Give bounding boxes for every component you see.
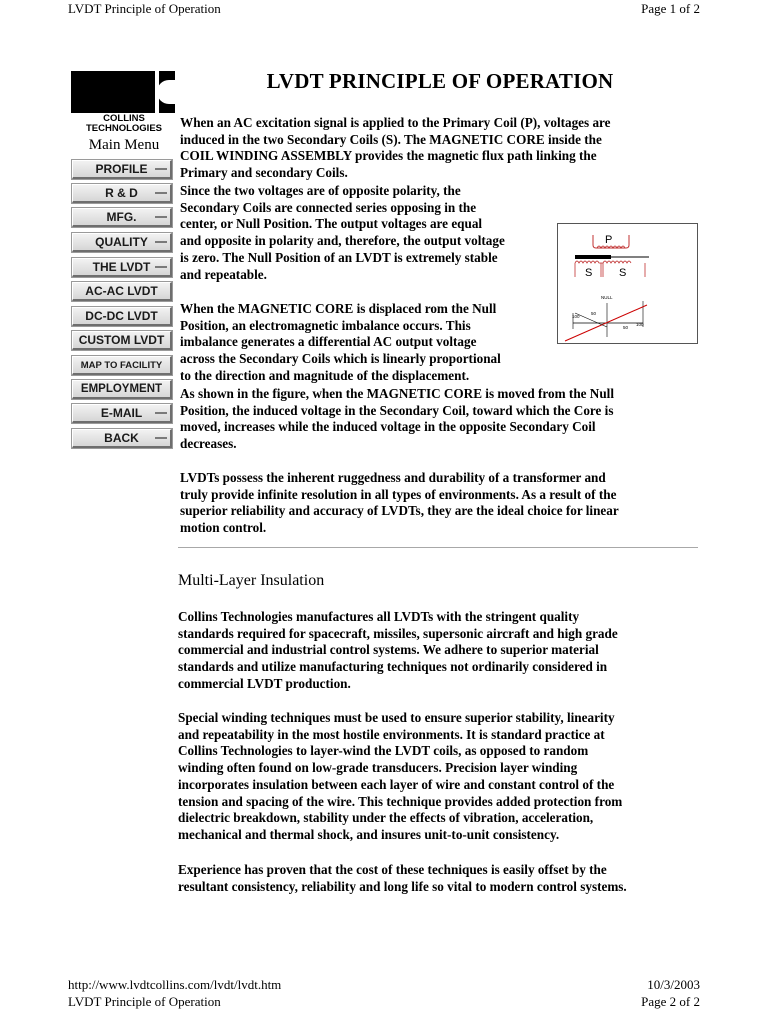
footer-date: 10/3/2003 [647, 977, 700, 992]
menu-arrow-icon [155, 266, 167, 268]
menu-quality-button[interactable] [72, 233, 172, 252]
menu-arrow-icon [155, 216, 167, 218]
menu-arrow-icon [155, 412, 167, 414]
section-heading-multi-layer-insulation: Multi-Layer Insulation [178, 572, 325, 589]
menu-custom-lvdt-label: CUSTOM LVDT [78, 333, 165, 347]
paragraph-experience: Experience has proven that the cost of these techniques is easily offset by the resultant consistency, reliability and long life so vital to modern control systems. [178, 862, 627, 894]
menu-employment-button[interactable] [72, 380, 172, 399]
menu-mfg-label: MFG. [106, 210, 137, 224]
menu-arrow-icon [155, 168, 167, 170]
secondary-coil-label-2: S [619, 267, 627, 279]
menu-dc-dc-lvdt-label: DC-DC LVDT [85, 309, 158, 323]
menu-email-label: E-MAIL [100, 406, 143, 420]
menu-arrow-icon [155, 437, 167, 439]
menu-arrow-icon [155, 192, 167, 194]
menu-back-label: BACK [104, 431, 139, 445]
main-menu-title: Main Menu [88, 137, 160, 153]
collins-logo [71, 71, 175, 113]
print-header-title: LVDT Principle of Operation [68, 1, 221, 16]
paragraph-ruggedness: LVDTs possess the inherent ruggedness and durability of a transformer and truly provide infinite resolution in all types of environments. As a result of the superior reliability and accuracy of LVDTs, they are the ideal choice for linear motion control. [180, 470, 619, 536]
paragraph-displacement: When the MAGNETIC CORE is displaced rom the Null Position, an electromagnetic imbalance occurs. This imbalance generates a differential AC output voltage across the Secondary Coils which is linearly proportional to the direction and magnitude of the displacement. [180, 301, 501, 383]
menu-rd-button[interactable] [72, 184, 172, 203]
logo-text-collins: COLLINS [103, 113, 145, 124]
menu-profile-label: PROFILE [95, 162, 148, 176]
paragraph-intro: When an AC excitation signal is applied to the Primary Coil (P), voltages are induced in the two Secondary Coils (S). The MAGNETIC CORE inside the COIL WINDING ASSEMBLY provides the magnetic flux path linking the Primary and secondary Coils. [180, 115, 611, 181]
print-header-page2: Page 2 of 2 [641, 994, 700, 1009]
footer-url: http://www.lvdtcollins.com/lvdt/lvdt.htm [68, 977, 282, 992]
menu-email-button[interactable] [72, 404, 172, 423]
primary-coil-label: P [605, 234, 613, 246]
menu-map-to-facility-label: MAP TO FACILITY [80, 360, 163, 371]
section-divider [178, 547, 698, 548]
menu-rd-label: R & D [105, 186, 138, 200]
secondary-coil-label-1: S [585, 267, 593, 279]
menu-quality-label: QUALITY [95, 235, 148, 249]
paragraph-figure-explanation: As shown in the figure, when the MAGNETIC CORE is moved from the Null Position, the induced voltage in the Secondary Coil, toward which the Core is moved, increases while the induced voltage in the opposite Secondary Coil decreases. [180, 386, 614, 452]
left-scale-label: 100 [572, 314, 580, 319]
menu-custom-lvdt-button[interactable] [72, 331, 172, 350]
menu-ac-ac-lvdt-button[interactable] [72, 282, 172, 301]
menu-the-lvdt-label: THE LVDT [92, 260, 151, 274]
menu-ac-ac-lvdt-label: AC-AC LVDT [85, 284, 158, 298]
logo-text-technologies: TECHNOLOGIES [85, 123, 162, 134]
menu-arrow-icon [155, 241, 167, 243]
print-header-page: Page 1 of 2 [641, 1, 700, 16]
menu-mfg-button[interactable] [72, 208, 172, 227]
menu-map-to-facility-button[interactable] [72, 356, 172, 375]
menu-employment-label: EMPLOYMENT [80, 383, 163, 395]
print-header-title-page2: LVDT Principle of Operation [68, 994, 221, 1009]
paragraph-winding-techniques: Special winding techniques must be used to ensure superior stability, linearity and repeatability in the most hostile environments. It is standard practice at Collins Technologies to layer-wind the LVDT coils, as opposed to random winding often found on low-grade transducers. Precision layer winding incorporates insulation between each layer of wire and constant control of the tension and spacing of the wire. This technique provides added protection from dielectric breakdown, stability under the effects of vibration, acceleration, mechanical and thermal shock, and insures unit-to-unit consistency. [178, 710, 623, 842]
menu-dc-dc-lvdt-button[interactable] [72, 307, 172, 326]
mid-scale-label: 50 [591, 311, 597, 316]
paragraph-null-position: Since the two voltages are of opposite polarity, the Secondary Coils are connected series opposing in the center, or Null Position. The output voltages are equal and opposite in polarity and, therefore, the output voltage is zero. The Null Position of an LVDT is extremely stable and repeatable. [180, 183, 505, 282]
right-scale-label-1: 50 [623, 325, 629, 330]
menu-profile-button[interactable] [72, 160, 172, 179]
menu-the-lvdt-button[interactable] [72, 258, 172, 277]
paragraph-quality-standards: Collins Technologies manufactures all LVDTs with the stringent quality standards required for spacecraft, missiles, supersonic aircraft and high grade commercial and industrial control systems. We adhere to superior material standards and utilize manufacturing techniques not ordinarily considered in commercial LVDT production. [178, 609, 618, 691]
null-label: NULL [601, 295, 613, 300]
right-scale-label-2: 100 [636, 322, 644, 327]
menu-back-button[interactable] [72, 429, 172, 448]
lvdt-diagram [557, 223, 698, 344]
page-title: LVDT PRINCIPLE OF OPERATION [266, 69, 614, 93]
